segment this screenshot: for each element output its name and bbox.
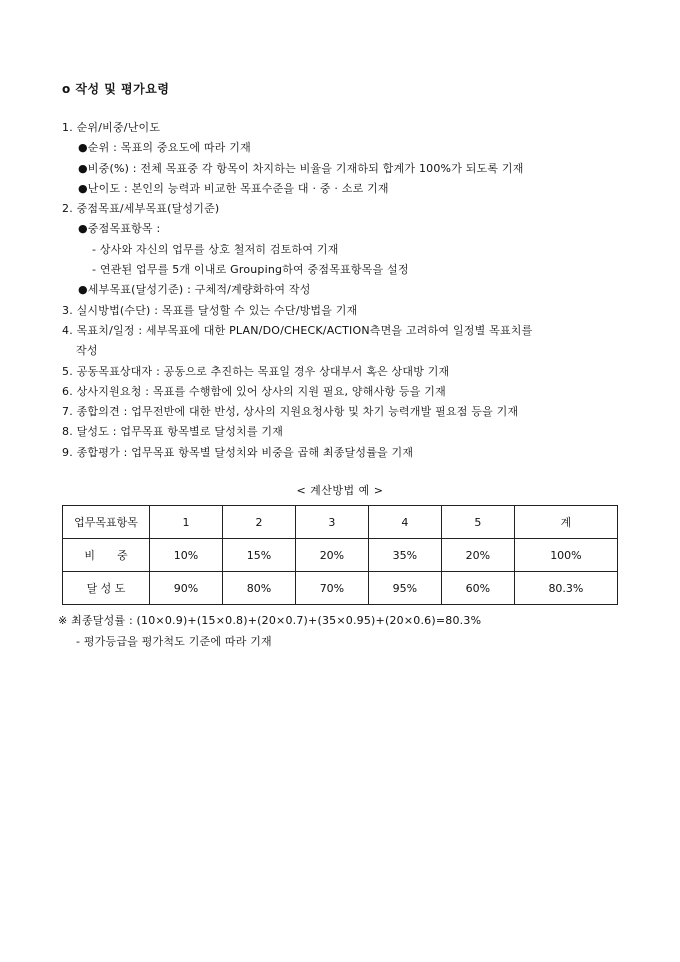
table-cell: 80.3% <box>514 572 617 605</box>
table-caption: < 계산방법 예 > <box>296 484 384 497</box>
table-cell: 5 <box>441 506 514 539</box>
list-item-continuation: 작성 <box>76 344 98 358</box>
list-item: 7. 종합의견 : 업무전반에 대한 반성, 상사의 지원요청사항 및 차기 능력개발 필요점 등을 기재 <box>62 405 519 419</box>
table-cell: 20% <box>295 539 368 572</box>
table-cell: 35% <box>368 539 441 572</box>
table-cell: 3 <box>295 506 368 539</box>
table-cell: 비 중 <box>63 539 150 572</box>
list-item: 8. 달성도 : 업무목표 항목별로 달성치를 기재 <box>62 425 284 439</box>
table-cell: 20% <box>441 539 514 572</box>
table-row <box>63 539 618 572</box>
table-cell: 4 <box>368 506 441 539</box>
table-cell: 2 <box>222 506 295 539</box>
list-item: - 연관된 업무를 5개 이내로 Grouping하여 중점목표항목을 설정 <box>92 263 409 277</box>
list-item: 5. 공동목표상대자 : 공동으로 추진하는 목표일 경우 상대부서 혹은 상대방 기재 <box>62 364 450 378</box>
list-item: 1. 순위/비중/난이도 <box>62 121 161 134</box>
table-cell: 90% <box>150 572 223 605</box>
table-cell: 95% <box>368 572 441 605</box>
list-item: 6. 상사지원요청 : 목표를 수행함에 있어 상사의 지원 필요, 양해사항 등을 기재 <box>62 384 446 398</box>
list-item: - 상사와 자신의 업무를 상호 철저히 검토하여 기재 <box>92 242 339 256</box>
list-item: ●비중(%) : 전체 목표중 각 항목이 차지하는 비율을 기재하되 합계가 100%가 되도록 기재 <box>78 161 524 175</box>
list-item: ●중점목표항목 : <box>78 222 161 236</box>
list-item: 3. 실시방법(수단) : 목표를 달성할 수 있는 수단/방법을 기재 <box>62 303 358 317</box>
calculation-example-table <box>62 505 618 605</box>
table-cell: 10% <box>150 539 223 572</box>
list-item: ●순위 : 목표의 중요도에 따라 기재 <box>78 141 251 155</box>
table-cell: 80% <box>222 572 295 605</box>
table-cell: 달 성 도 <box>63 572 150 605</box>
list-item: 2. 중점목표/세부목표(달성기준) <box>62 202 220 216</box>
list-item: ●난이도 : 본인의 능력과 비교한 목표수준을 대 · 중 · 소로 기재 <box>78 181 389 195</box>
table-cell: 1 <box>150 506 223 539</box>
table-cell: 60% <box>441 572 514 605</box>
section-heading: o 작성 및 평가요령 <box>62 82 170 96</box>
table-cell: 70% <box>295 572 368 605</box>
list-item: 4. 목표치/일정 : 세부목표에 대한 PLAN/DO/CHECK/ACTION측면을 고려하여 일정별 목표치를 <box>62 323 533 337</box>
table-cell: 15% <box>222 539 295 572</box>
formula-note: ※ 최종달성률 : (10×0.9)+(15×0.8)+(20×0.7)+(35×0.95)+(20×0.6)=80.3% <box>58 614 482 627</box>
table-row <box>63 572 618 605</box>
table-cell: 100% <box>514 539 617 572</box>
table-cell: 계 <box>514 506 617 539</box>
table-cell: 업무목표항목 <box>63 506 150 539</box>
list-item: ●세부목표(달성기준) : 구체적/계량화하여 작성 <box>78 283 311 297</box>
list-item: 9. 종합평가 : 업무목표 항목별 달성치와 비중을 곱해 최종달성률을 기재 <box>62 445 414 459</box>
table-header-row <box>63 506 618 539</box>
instruction-list <box>0 118 680 463</box>
grade-note: - 평가등급을 평가척도 기준에 따라 기재 <box>76 635 272 648</box>
